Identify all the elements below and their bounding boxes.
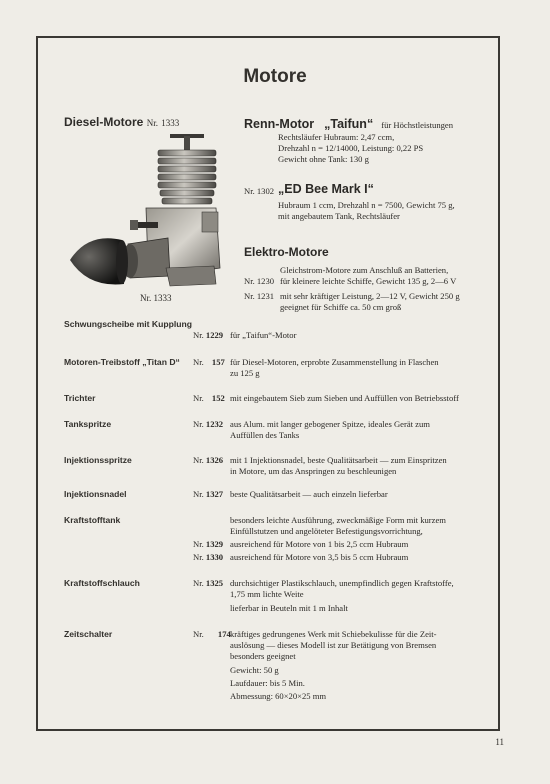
schwung-nr bbox=[193, 330, 223, 340]
page-number: 11 bbox=[495, 737, 504, 747]
treib-desc-2: zu 125 g bbox=[230, 368, 260, 378]
page-title: Motore bbox=[243, 66, 307, 87]
tank-label: Tankspritze bbox=[64, 419, 112, 429]
krafttank-desc-b: ausreichend für Motore von 3,5 bis 5 ccm Hubraum bbox=[230, 552, 409, 562]
nr-value: 152 bbox=[211, 393, 225, 403]
diesel-header bbox=[64, 115, 179, 129]
schlauch-desc-2: 1,75 mm lichte Weite bbox=[230, 589, 304, 599]
ed-line-2: mit angebautem Tank, Rechtsläufer bbox=[278, 211, 400, 221]
injnadel-label: Injektionsnadel bbox=[64, 489, 127, 499]
tank-nr bbox=[193, 419, 223, 429]
zeit-desc-4: Gewicht: 50 g bbox=[230, 665, 279, 675]
trichter-nr bbox=[193, 393, 225, 403]
zeit-desc-5: Laufdauer: bis 5 Min. bbox=[230, 678, 305, 688]
taifun-header bbox=[244, 115, 453, 133]
diesel-engine-image bbox=[66, 128, 236, 294]
elektro-title: Elektro-Motore bbox=[244, 245, 329, 259]
diesel-label: Diesel-Motore bbox=[64, 115, 144, 129]
injspritze-nr bbox=[193, 455, 223, 465]
ed-title: „ED Bee Mark I“ bbox=[278, 182, 374, 196]
taifun-line-1: Rechtsläufer Hubraum: 2,47 ccm, bbox=[278, 132, 395, 142]
treib-label: Motoren-Treibstoff „Titan D“ bbox=[64, 357, 180, 367]
trichter-desc: mit eingebautem Sieb zum Sieben und Auffüllen von Betriebsstoff bbox=[230, 393, 459, 403]
elektro-intro: Gleichstrom-Motore zum Anschluß an Batterien, bbox=[280, 265, 449, 275]
nr-prefix: Nr. bbox=[193, 393, 204, 403]
nr-prefix: Nr. bbox=[193, 330, 204, 340]
zeit-desc-2: auslösung — dieses Modell ist zur Betätigung von Bremsen bbox=[230, 640, 437, 650]
krafttank-desc-2: Einfüllstutzen und angelöteter Befestigungsvorrichtung, bbox=[230, 526, 423, 536]
nr-prefix: Nr. bbox=[193, 578, 204, 588]
zeit-label: Zeitschalter bbox=[64, 629, 113, 639]
zeit-nr bbox=[193, 629, 231, 639]
ed-nr: Nr. 1302 bbox=[244, 186, 275, 196]
treib-nr bbox=[193, 357, 225, 367]
nr-prefix: Nr. bbox=[193, 357, 204, 367]
schlauch-desc-3: lieferbar in Beuteln mit 1 m Inhalt bbox=[230, 603, 348, 613]
elektro-desc-1231: mit sehr kräftiger Leistung, 2—12 V, Gewicht 250 g bbox=[280, 291, 460, 301]
nr-value: 1325 bbox=[205, 578, 224, 588]
ed-line-1: Hubraum 1 ccm, Drehzahl n = 7500, Gewicht 75 g, bbox=[278, 200, 455, 210]
elektro-desc-1230: für kleinere leichte Schiffe, Gewicht 135 g, 2—6 V bbox=[280, 276, 457, 286]
taifun-line-3: Gewicht ohne Tank: 130 g bbox=[278, 154, 369, 164]
nr-prefix: Nr. bbox=[193, 455, 204, 465]
tank-desc-1: aus Alum. mit langer gebogener Spitze, ideales Gerät zum bbox=[230, 419, 430, 429]
elektro-nr-1231: Nr. 1231 bbox=[244, 291, 275, 301]
krafttank-nr-a bbox=[193, 539, 223, 549]
trichter-label: Trichter bbox=[64, 393, 96, 403]
injnadel-nr bbox=[193, 489, 223, 499]
nr-value: 1327 bbox=[205, 489, 224, 499]
taifun-line-2: Drehzahl n = 12/14000, Leistung: 0,22 PS bbox=[278, 143, 424, 153]
nr-prefix: Nr. bbox=[193, 552, 204, 562]
nr-value: 1330 bbox=[205, 552, 224, 562]
nr-value: 1329 bbox=[205, 539, 224, 549]
elektro-nr-1230: Nr. 1230 bbox=[244, 276, 275, 286]
nr-prefix: Nr. bbox=[193, 539, 204, 549]
treib-desc-1: für Diesel-Motoren, erprobte Zusammenstellung in Flaschen bbox=[230, 357, 439, 367]
nr-value: 174 bbox=[217, 629, 231, 639]
diesel-caption: Nr. 1333 bbox=[140, 293, 172, 303]
schlauch-label: Kraftstoffschlauch bbox=[64, 578, 140, 588]
injspritze-desc-1: mit 1 Injektionsnadel, beste Qualitätsarbeit — zum Einspritzen bbox=[230, 455, 447, 465]
nr-value: 1326 bbox=[205, 455, 224, 465]
taifun-title-b: „Taifun“ bbox=[324, 117, 374, 131]
zeit-desc-6: Abmessung: 60×20×25 mm bbox=[230, 691, 327, 701]
krafttank-desc-1: besonders leichte Ausführung, zweckmäßige Form mit kurzem bbox=[230, 515, 446, 525]
elektro-desc-1231-b: geeignet für Schiffe ca. 50 cm groß bbox=[280, 302, 402, 312]
injspritze-label: Injektionsspritze bbox=[64, 455, 132, 465]
injspritze-desc-2: in Motore, um das Anspringen zu beschleunigen bbox=[230, 466, 397, 476]
taifun-title-a: Renn-Motor bbox=[244, 117, 315, 131]
krafttank-label: Kraftstofftank bbox=[64, 515, 121, 525]
diesel-nr-prefix: Nr. bbox=[146, 118, 158, 128]
nr-value: 157 bbox=[211, 357, 225, 367]
nr-prefix: Nr. bbox=[193, 419, 204, 429]
nr-value: 1229 bbox=[205, 330, 224, 340]
diesel-nr: 1333 bbox=[161, 118, 180, 128]
tank-desc-2: Auffüllen des Tanks bbox=[230, 430, 300, 440]
schlauch-desc-1: durchsichtiger Plastikschlauch, unempfindlich gegen Kraftstoffe, bbox=[230, 578, 454, 588]
nr-prefix: Nr. bbox=[193, 629, 204, 639]
krafttank-nr-b bbox=[193, 552, 223, 562]
injnadel-desc: beste Qualitätsarbeit — auch einzeln lieferbar bbox=[230, 489, 388, 499]
nr-value: 1232 bbox=[205, 419, 224, 429]
krafttank-desc-a: ausreichend für Motore von 1 bis 2,5 ccm Hubraum bbox=[230, 539, 409, 549]
schwung-desc: für „Taifun“-Motor bbox=[230, 330, 297, 340]
zeit-desc-1: kräftiges gedrungenes Werk mit Schiebekulisse für die Zeit- bbox=[230, 629, 437, 639]
schwung-label: Schwungscheibe mit Kupplung bbox=[64, 319, 192, 329]
zeit-desc-3: besonders geeignet bbox=[230, 651, 296, 661]
nr-prefix: Nr. bbox=[193, 489, 204, 499]
schlauch-nr bbox=[193, 578, 223, 588]
taifun-title-c: für Höchstleistungen bbox=[381, 120, 454, 130]
